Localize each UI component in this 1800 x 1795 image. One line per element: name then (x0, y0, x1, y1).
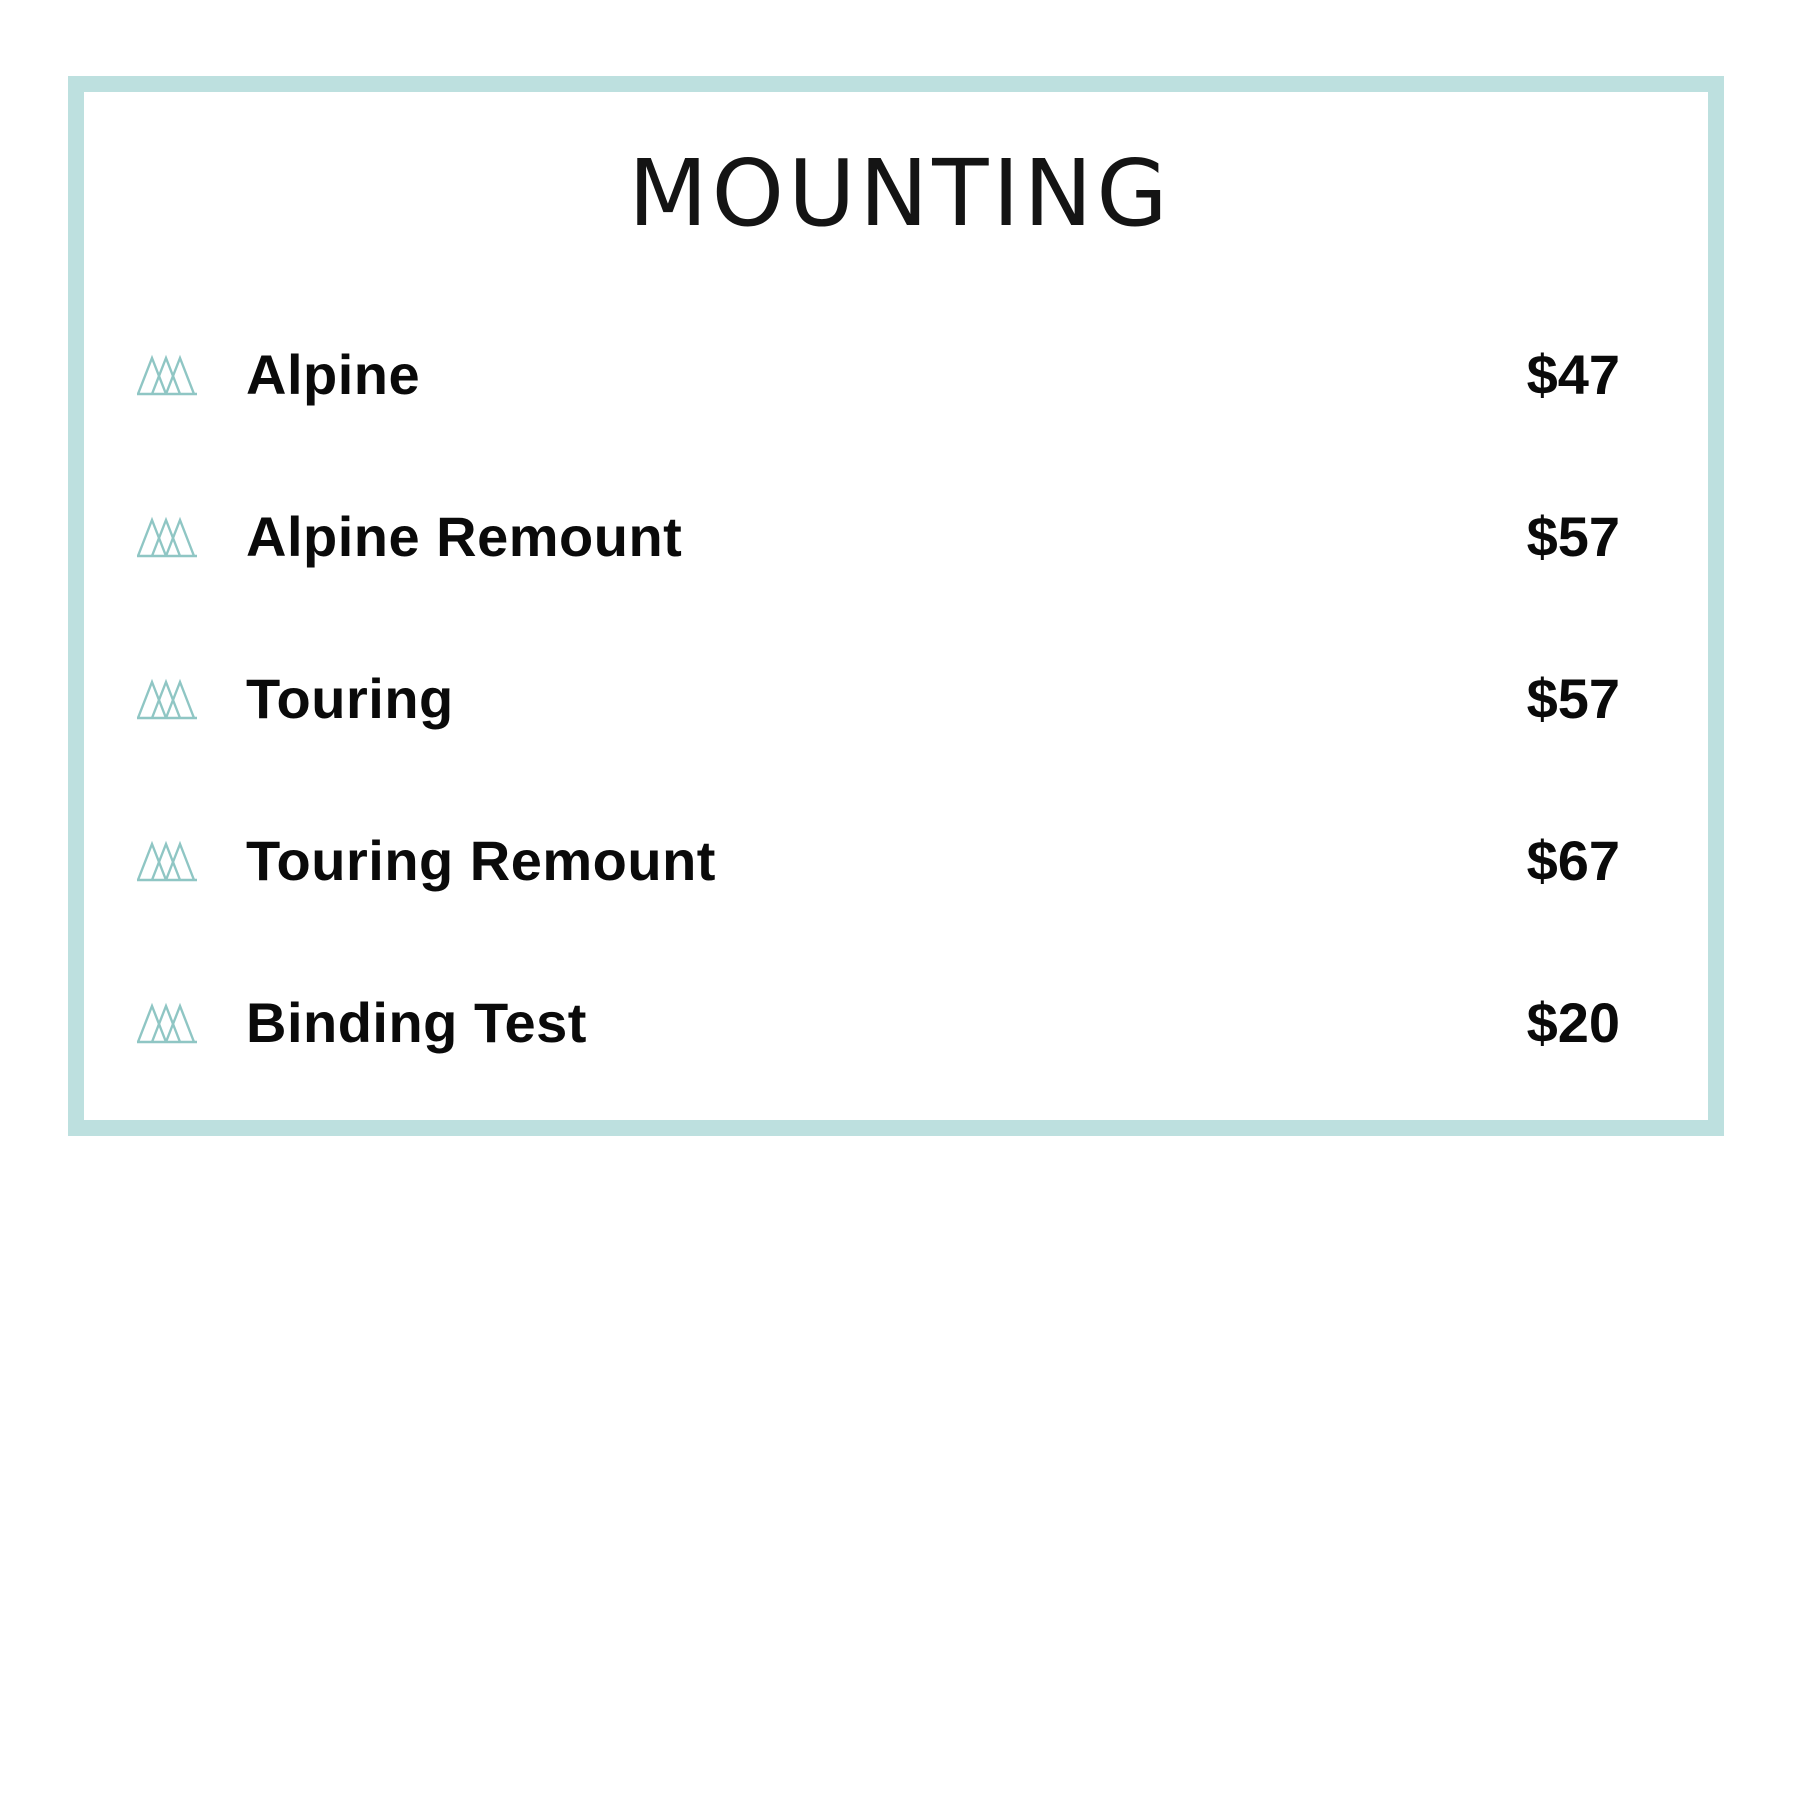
menu-item-row (136, 334, 1620, 414)
menu-item-name: Touring (246, 666, 454, 730)
menu-item-row (136, 658, 1620, 738)
menu-item-row (136, 982, 1620, 1062)
mountain-peaks-icon (136, 838, 198, 882)
menu-item-row (136, 496, 1620, 576)
mountain-peaks-icon (136, 352, 198, 396)
mountain-peaks-icon (136, 514, 198, 558)
menu-item-price: $57 (1526, 504, 1620, 568)
menu-item-price: $47 (1526, 342, 1620, 406)
menu-item-price: $67 (1526, 828, 1620, 892)
menu-item-name: Touring Remount (246, 828, 716, 892)
menu-item-price: $20 (1526, 990, 1620, 1054)
menu-item-name: Alpine (246, 342, 421, 406)
menu-title: MOUNTING (628, 140, 1172, 247)
mountain-peaks-icon (136, 676, 198, 720)
mountain-peaks-icon (136, 1000, 198, 1044)
menu-item-row (136, 820, 1620, 900)
menu-item-name: Binding Test (246, 990, 587, 1054)
menu-item-price: $57 (1526, 666, 1620, 730)
menu-item-name: Alpine Remount (246, 504, 683, 568)
